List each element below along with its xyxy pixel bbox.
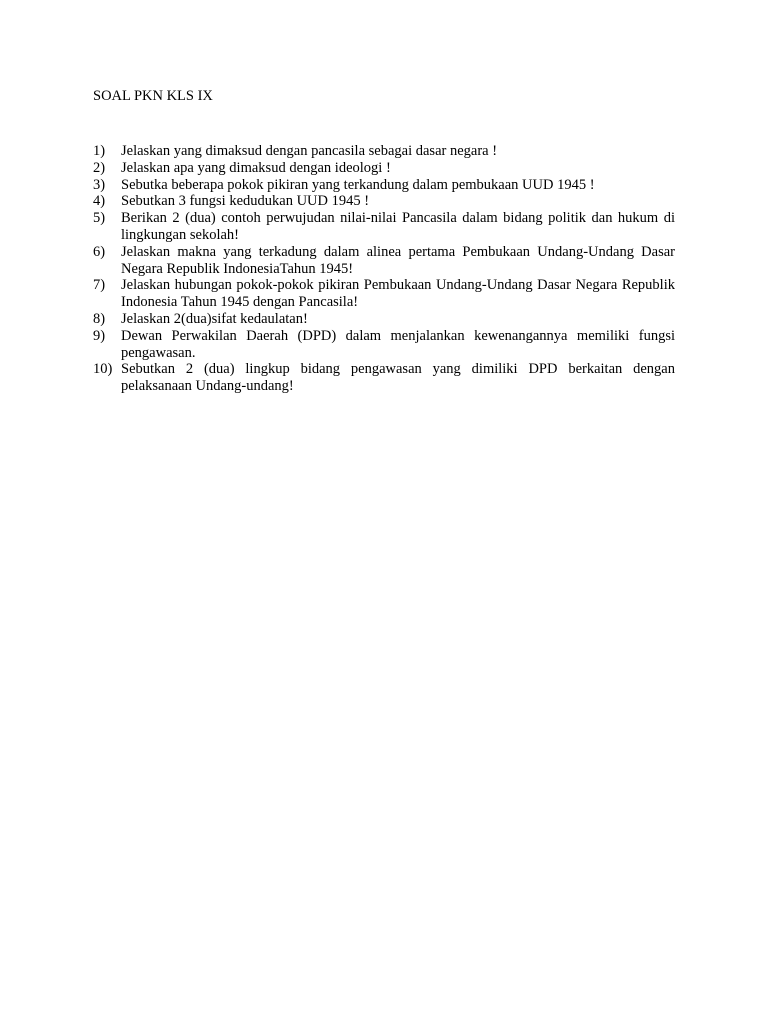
question-number: 1) <box>93 143 106 159</box>
question-text: Berikan 2 (dua) contoh perwujudan nilai-nilai Pancasila dalam bidang politik dan hukum di lingkungan sekolah! <box>121 210 675 243</box>
question-item <box>93 361 675 395</box>
question-text: Sebutkan 2 (dua) lingkup bidang pengawasan yang dimiliki DPD berkaitan dengan pelaksanaan Undang-undang! <box>121 361 675 395</box>
question-number: 4) <box>93 193 106 210</box>
question-number: 9) <box>93 327 106 344</box>
question-item <box>93 160 675 177</box>
question-number: 3) <box>93 176 106 193</box>
question-number: 5) <box>93 210 106 227</box>
question-text: Jelaskan 2(dua)sifat kedaulatan! <box>121 310 308 327</box>
document-title: SOAL PKN KLS IX <box>93 88 213 104</box>
question-text: Jelaskan yang dimaksud dengan pancasila sebagai dasar negara ! <box>121 143 498 159</box>
question-item <box>93 143 675 160</box>
question-text: Jelaskan makna yang terkadung dalam alinea pertama Pembukaan Undang-Undang Dasar Negara Republik IndonesiaTahun 1945! <box>121 243 675 277</box>
question-number: 7) <box>93 277 106 294</box>
question-item <box>93 277 675 311</box>
question-text: Jelaskan hubungan pokok-pokok pikiran Pembukaan Undang-Undang Dasar Negara Republik Indonesia Tahun 1945 dengan Pancasila! <box>121 277 675 311</box>
question-item <box>93 244 675 278</box>
question-number: 8) <box>93 310 106 327</box>
question-number: 10) <box>93 361 113 378</box>
question-item <box>93 210 675 244</box>
question-number: 2) <box>93 159 106 176</box>
question-text: Dewan Perwakilan Daerah (DPD) dalam menjalankan kewenangannya memiliki fungsi pengawasan. <box>121 327 675 361</box>
question-item <box>93 177 675 194</box>
question-text: Sebutkan 3 fungsi kedudukan UUD 1945 ! <box>121 193 370 210</box>
question-list <box>93 143 675 395</box>
question-text: Sebutka beberapa pokok pikiran yang terkandung dalam pembukaan UUD 1945 ! <box>121 176 595 193</box>
question-number: 6) <box>93 243 106 260</box>
question-item <box>93 328 675 362</box>
question-text: Jelaskan apa yang dimaksud dengan ideologi ! <box>121 159 391 176</box>
question-item <box>93 193 675 210</box>
question-item <box>93 311 675 328</box>
